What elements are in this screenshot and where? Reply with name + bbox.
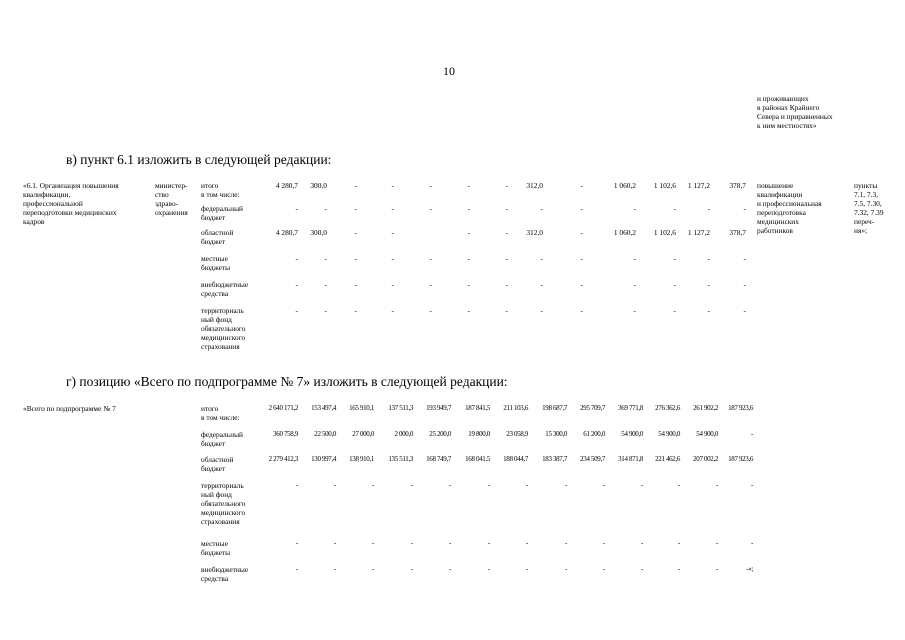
- result-line: работников: [757, 226, 793, 235]
- row-label-line: бюджеты: [201, 548, 231, 557]
- row-label-line-block: [201, 430, 261, 448]
- value-cell: -: [673, 280, 676, 289]
- row-label-line-block: [201, 280, 261, 298]
- value-cell: -: [633, 254, 636, 263]
- value-cell: -: [540, 254, 543, 263]
- value-cell: 54 900,0: [658, 430, 680, 438]
- value-cell: -: [372, 565, 374, 573]
- value-cell: 300,0: [310, 228, 327, 237]
- value-cell: -: [334, 539, 336, 547]
- subprogram-total-title: «Всего по подпрограмме № 7: [23, 404, 116, 413]
- value-cell: 314 871,8: [618, 455, 643, 463]
- row-label-line: бюджет: [201, 464, 226, 473]
- note-line: в районах Крайнего: [757, 103, 820, 112]
- result-line: и профессиональная: [757, 199, 822, 208]
- value-cell: -: [678, 539, 680, 547]
- value-cell: 168 749,7: [426, 455, 451, 463]
- value-cell: 4 280,7: [275, 228, 298, 237]
- row-label-line-block: [201, 539, 261, 557]
- row-label-line: территориаль: [201, 306, 244, 315]
- executor-line: здраво-: [155, 199, 179, 208]
- value-cell: -: [603, 481, 605, 489]
- value-cell: -: [673, 254, 676, 263]
- value-cell: 207 002,2: [693, 455, 718, 463]
- value-cell: -: [716, 565, 718, 573]
- row-label-line: ный фонд: [201, 490, 232, 499]
- note-line: Севера и приравненных: [757, 112, 833, 121]
- value-cell: -: [411, 565, 413, 573]
- value-cell: -: [467, 204, 470, 213]
- value-cell: -: [540, 306, 543, 315]
- value-cell: -: [467, 228, 470, 237]
- value-cell: 276 362,6: [655, 404, 680, 412]
- row-label-line: медицинского: [201, 333, 246, 342]
- value-cell: 135 511,3: [388, 455, 413, 463]
- row-label-line: бюджет: [201, 439, 226, 448]
- row-label-line: областной: [201, 228, 234, 237]
- value-cell: -: [324, 280, 327, 289]
- row-label-line: обязательного: [201, 499, 246, 508]
- value-cell: 61 200,0: [583, 430, 605, 438]
- row-label-line-block: [201, 254, 261, 272]
- value-cell: -: [467, 306, 470, 315]
- activity-title-line: кадров: [23, 217, 45, 226]
- value-cell: 187 923,6: [728, 455, 753, 463]
- value-cell: -: [334, 565, 336, 573]
- value-cell: 1 127,2: [687, 181, 710, 190]
- value-cell: -: [449, 565, 451, 573]
- row-label-line: средства: [201, 289, 229, 298]
- value-cell: 187 923,6: [728, 404, 753, 412]
- value-cell: 2 640 171,2: [268, 404, 298, 412]
- value-cell: 1 060,2: [613, 181, 636, 190]
- value-cell: -: [429, 204, 432, 213]
- activity-title-line: «6.1. Организация повышения: [23, 181, 119, 190]
- row-label-line: внебюджетные: [201, 565, 249, 574]
- row-label-line: обязательного: [201, 324, 246, 333]
- reference-line: ня»;: [854, 226, 868, 235]
- value-cell: -: [641, 539, 643, 547]
- value-cell: -: [391, 254, 394, 263]
- reference-line: 7.5, 7.30,: [854, 199, 882, 208]
- value-cell: -: [603, 565, 605, 573]
- value-cell: -: [411, 481, 413, 489]
- result-line: квалификации: [757, 190, 803, 199]
- value-cell: -: [354, 204, 357, 213]
- activity-title-line-block: [23, 181, 153, 226]
- value-cell: -: [354, 254, 357, 263]
- activity-title-line: квалификации,: [23, 190, 71, 199]
- value-cell: 54 900,0: [621, 430, 643, 438]
- row-label-line: в том числе:: [201, 190, 240, 199]
- value-cell: -: [391, 204, 394, 213]
- value-cell: -: [505, 228, 508, 237]
- value-cell: 312,0: [526, 228, 543, 237]
- value-cell: -: [673, 306, 676, 315]
- value-cell: -: [391, 181, 394, 190]
- value-cell: -: [295, 306, 298, 315]
- value-cell: -: [743, 306, 746, 315]
- value-cell: -: [505, 181, 508, 190]
- value-cell: 261 902,2: [693, 404, 718, 412]
- result-line-block: [757, 181, 852, 235]
- value-cell: 137 511,3: [388, 404, 413, 412]
- row-label-line: медицинского: [201, 508, 246, 517]
- executor-line-block: [155, 181, 199, 217]
- row-label-line-block: [201, 204, 261, 222]
- row-label-line: итого: [201, 181, 219, 190]
- value-cell: -: [391, 228, 394, 237]
- value-cell: -: [641, 481, 643, 489]
- value-cell: 4 280,7: [275, 181, 298, 190]
- value-cell: -: [707, 254, 710, 263]
- value-cell: -: [295, 254, 298, 263]
- value-cell: -: [354, 181, 357, 190]
- value-cell: 1 102,6: [653, 228, 676, 237]
- value-cell: -: [716, 481, 718, 489]
- value-cell: -: [324, 254, 327, 263]
- activity-title-line: переподготовки медицинских: [23, 208, 117, 217]
- value-cell: -: [354, 280, 357, 289]
- value-cell: -: [565, 565, 567, 573]
- value-cell: 211 103,6: [503, 404, 528, 412]
- row-label-line: бюджет: [201, 213, 226, 222]
- value-cell: -: [391, 280, 394, 289]
- value-cell: -: [565, 481, 567, 489]
- value-cell: -: [488, 539, 490, 547]
- row-label-line: федеральный: [201, 204, 243, 213]
- value-cell: 165 910,1: [349, 404, 374, 412]
- row-label-line: ный фонд: [201, 315, 232, 324]
- row-label-line: федеральный: [201, 430, 243, 439]
- row-label-line: в том числе:: [201, 413, 240, 422]
- value-cell: -: [488, 481, 490, 489]
- executor-line: министер-: [155, 181, 188, 190]
- value-cell: -: [751, 539, 753, 547]
- row-label-line: внебюджетные: [201, 280, 249, 289]
- value-cell: -: [633, 204, 636, 213]
- reference-line: пункты: [854, 181, 878, 190]
- row-label-line-block: [201, 181, 261, 199]
- value-cell: -: [743, 204, 746, 213]
- row-label-line-block: [201, 455, 261, 473]
- value-cell: -: [678, 565, 680, 573]
- value-cell: -: [633, 280, 636, 289]
- note-line: и проживающих: [757, 94, 809, 103]
- value-cell: -: [580, 254, 583, 263]
- reference-line: 7.1, 7.3,: [854, 190, 879, 199]
- value-cell: -: [467, 181, 470, 190]
- row-label-line-block: [201, 306, 261, 351]
- value-cell: -: [707, 204, 710, 213]
- value-cell: 198 687,7: [542, 404, 567, 412]
- value-cell: 138 910,1: [349, 455, 374, 463]
- value-cell: 193 949,7: [426, 404, 451, 412]
- value-cell: -: [526, 539, 528, 547]
- value-cell: 183 387,7: [542, 455, 567, 463]
- value-cell: 27 000,0: [352, 430, 374, 438]
- value-cell: -: [526, 565, 528, 573]
- value-cell: -: [372, 539, 374, 547]
- value-cell: -: [296, 565, 298, 573]
- row-label-line-block: [201, 481, 261, 526]
- row-label-line: местные: [201, 254, 228, 263]
- value-cell: 378,7: [729, 181, 746, 190]
- value-cell: 1 127,2: [687, 228, 710, 237]
- value-cell: -: [603, 539, 605, 547]
- value-cell: -: [707, 306, 710, 315]
- executor-line: ство: [155, 190, 169, 199]
- row-label-line: итого: [201, 404, 219, 413]
- value-cell: -: [467, 280, 470, 289]
- value-cell: 1 060,2: [613, 228, 636, 237]
- value-cell: -: [296, 539, 298, 547]
- value-cell: -: [505, 204, 508, 213]
- row-label-line-block: [201, 228, 261, 246]
- value-cell: -: [354, 306, 357, 315]
- value-cell: -: [449, 539, 451, 547]
- row-label-line: страхования: [201, 342, 240, 351]
- value-cell: -: [716, 539, 718, 547]
- value-cell: -»;: [746, 565, 753, 573]
- value-cell: -: [580, 280, 583, 289]
- row-label-line-block: [201, 404, 261, 422]
- value-cell: 2 279 412,3: [268, 455, 298, 463]
- value-cell: -: [641, 565, 643, 573]
- value-cell: -: [354, 228, 357, 237]
- value-cell: 295 709,7: [580, 404, 605, 412]
- row-label-line-block: [201, 565, 261, 583]
- value-cell: -: [429, 280, 432, 289]
- value-cell: -: [673, 204, 676, 213]
- reference-line-block: [854, 181, 902, 235]
- row-label-line: бюджет: [201, 237, 226, 246]
- result-line: медицинских: [757, 217, 799, 226]
- row-label-line: средства: [201, 574, 229, 583]
- value-cell: -: [467, 254, 470, 263]
- value-cell: 25 200,0: [429, 430, 451, 438]
- section-heading-v: в) пункт 6.1 изложить в следующей редакции:: [66, 152, 332, 167]
- reference-line: переч-: [854, 217, 875, 226]
- value-cell: -: [488, 565, 490, 573]
- note-line: к ним местностях»: [757, 121, 817, 130]
- value-cell: -: [580, 306, 583, 315]
- value-cell: 15 300,0: [545, 430, 567, 438]
- value-cell: 54 900,0: [696, 430, 718, 438]
- value-cell: -: [580, 181, 583, 190]
- activity-title-line: профессиональной: [23, 199, 83, 208]
- row-label-line: страхования: [201, 517, 240, 526]
- value-cell: -: [580, 204, 583, 213]
- result-line: повышение: [757, 181, 794, 190]
- row-label-line: областной: [201, 455, 234, 464]
- value-cell: 187 841,5: [465, 404, 490, 412]
- row-label-line: территориаль: [201, 481, 244, 490]
- value-cell: -: [324, 204, 327, 213]
- value-cell: -: [526, 481, 528, 489]
- value-cell: 369 771,8: [618, 404, 643, 412]
- value-cell: 300,0: [310, 181, 327, 190]
- section-heading-g: г) позицию «Всего по подпрограмме № 7» изложить в следующей редакции:: [66, 374, 508, 389]
- value-cell: 22 500,0: [314, 430, 336, 438]
- value-cell: -: [391, 306, 394, 315]
- value-cell: -: [372, 481, 374, 489]
- result-line: переподготовка: [757, 208, 806, 217]
- value-cell: -: [751, 430, 753, 438]
- value-cell: -: [580, 228, 583, 237]
- value-cell: 19 800,0: [468, 430, 490, 438]
- value-cell: -: [743, 280, 746, 289]
- value-cell: 378,7: [729, 228, 746, 237]
- value-cell: 312,0: [526, 181, 543, 190]
- value-cell: -: [296, 481, 298, 489]
- value-cell: 360 758,9: [273, 430, 298, 438]
- page-number: 10: [443, 64, 455, 78]
- value-cell: -: [429, 181, 432, 190]
- value-cell: -: [295, 280, 298, 289]
- value-cell: -: [324, 306, 327, 315]
- value-cell: 1 102,6: [653, 181, 676, 190]
- value-cell: -: [429, 254, 432, 263]
- value-cell: -: [707, 280, 710, 289]
- value-cell: -: [540, 280, 543, 289]
- value-cell: 2 000,0: [394, 430, 413, 438]
- value-cell: -: [334, 481, 336, 489]
- value-cell: -: [565, 539, 567, 547]
- reference-line: 7.32, 7.39: [854, 208, 884, 217]
- value-cell: 153 497,4: [311, 404, 336, 412]
- value-cell: -: [505, 306, 508, 315]
- value-cell: 130 997,4: [311, 455, 336, 463]
- row-label-line: местные: [201, 539, 228, 548]
- value-cell: 168 041,5: [465, 455, 490, 463]
- value-cell: -: [678, 481, 680, 489]
- value-cell: -: [505, 254, 508, 263]
- value-cell: -: [505, 280, 508, 289]
- value-cell: -: [540, 204, 543, 213]
- executor-line: охранения: [155, 208, 188, 217]
- value-cell: -: [295, 204, 298, 213]
- value-cell: -: [429, 306, 432, 315]
- value-cell: 221 462,6: [655, 455, 680, 463]
- value-cell: -: [751, 481, 753, 489]
- value-cell: 188 044,7: [503, 455, 528, 463]
- value-cell: 23 058,9: [506, 430, 528, 438]
- value-cell: -: [411, 539, 413, 547]
- row-label-line: бюджеты: [201, 263, 231, 272]
- value-cell: 234 509,7: [580, 455, 605, 463]
- value-cell: -: [743, 254, 746, 263]
- value-cell: -: [449, 481, 451, 489]
- continued-note: [757, 94, 833, 130]
- value-cell: -: [633, 306, 636, 315]
